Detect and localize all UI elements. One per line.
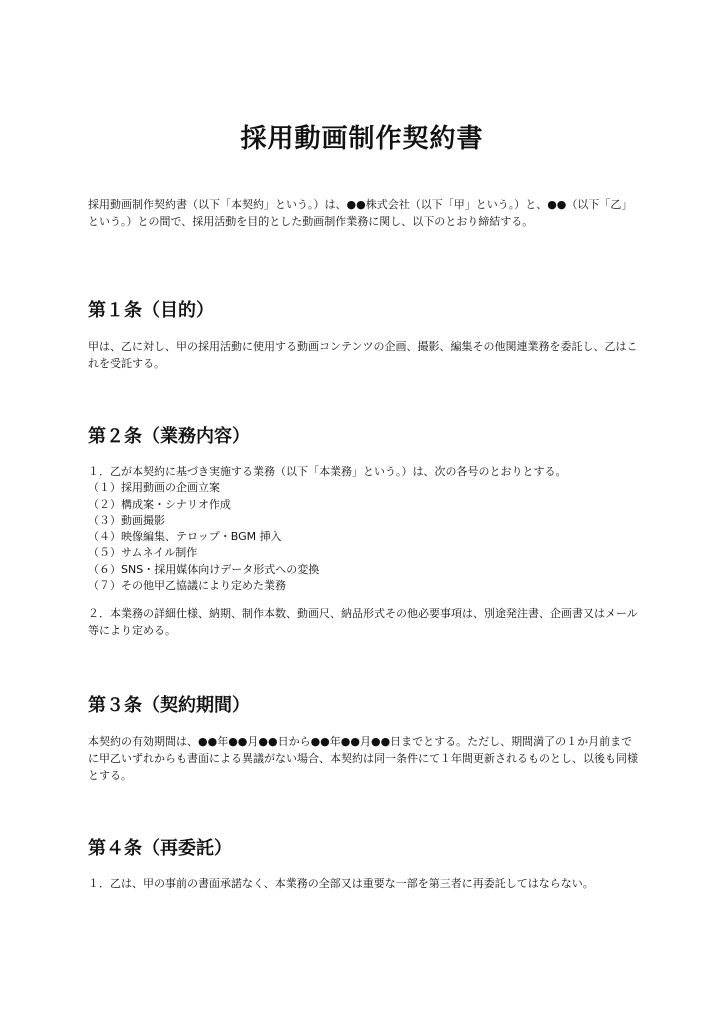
article-2-item-2: （２）構成案・シナリオ作成	[88, 497, 231, 511]
article-4-heading: 第４条（再委託）	[88, 838, 232, 859]
article-3	[88, 694, 640, 784]
article-4	[88, 837, 640, 892]
article-2-item-6: （６）SNS・採用媒体向けデータ形式への変換	[88, 562, 320, 576]
article-2-item-1: （１）採用動画の企画立案	[88, 481, 220, 495]
article-2-clause-1: １．乙が本契約に基づき実施する業務（以下「本業務」という。）は、次の各号のとおりとする。	[88, 465, 567, 478]
article-2-item-7: （７）その他甲乙協議により定めた業務	[88, 579, 286, 593]
article-2	[88, 425, 640, 639]
article-1-body: 甲は、乙に対し、甲の採用活動に使用する動画コンテンツの企画、撮影、編集その他関連業務を委託し、乙はこれを受託する。	[88, 340, 638, 370]
preamble-text: 採用動画制作契約書（以下「本契約」という。）は、●●株式会社（以下「甲」という。）と、●●（以下「乙」という。）との間で、採用活動を目的とした動画制作業務に関し、以下のとおり締結する。	[88, 198, 633, 228]
preamble-section	[88, 196, 640, 230]
article-2-item-5: （５）サムネイル制作	[88, 546, 198, 560]
article-3-heading: 第３条（契約期間）	[88, 695, 250, 716]
document-title: 採用動画制作契約書	[240, 124, 484, 154]
article-1	[88, 299, 640, 372]
article-2-item-3: （３）動画撮影	[88, 513, 165, 527]
article-2-heading: 第２条（業務内容）	[88, 426, 250, 447]
article-3-body: 本契約の有効期間は、●●年●●月●●日から●●年●●月●●日までとする。ただし、期間満了の１か月前までに甲乙いずれからも書面による異議がない場合、本契約は同一条件にて１年間更新されるものとし、以後も同様とする。	[88, 735, 638, 782]
article-2-item-4: （４）映像編集、テロップ・BGM 挿入	[88, 530, 282, 544]
article-4-body: １．乙は、甲の事前の書面承諾なく、本業務の全部又は重要な一部を第三者に再委託してはならない。	[88, 877, 594, 890]
article-1-heading: 第１条（目的）	[88, 300, 214, 321]
article-2-clause-2: ２．本業務の詳細仕様、納期、制作本数、動画尺、納品形式その他必要事項は、別途発注書、企画書又はメール等により定める。	[88, 607, 638, 638]
